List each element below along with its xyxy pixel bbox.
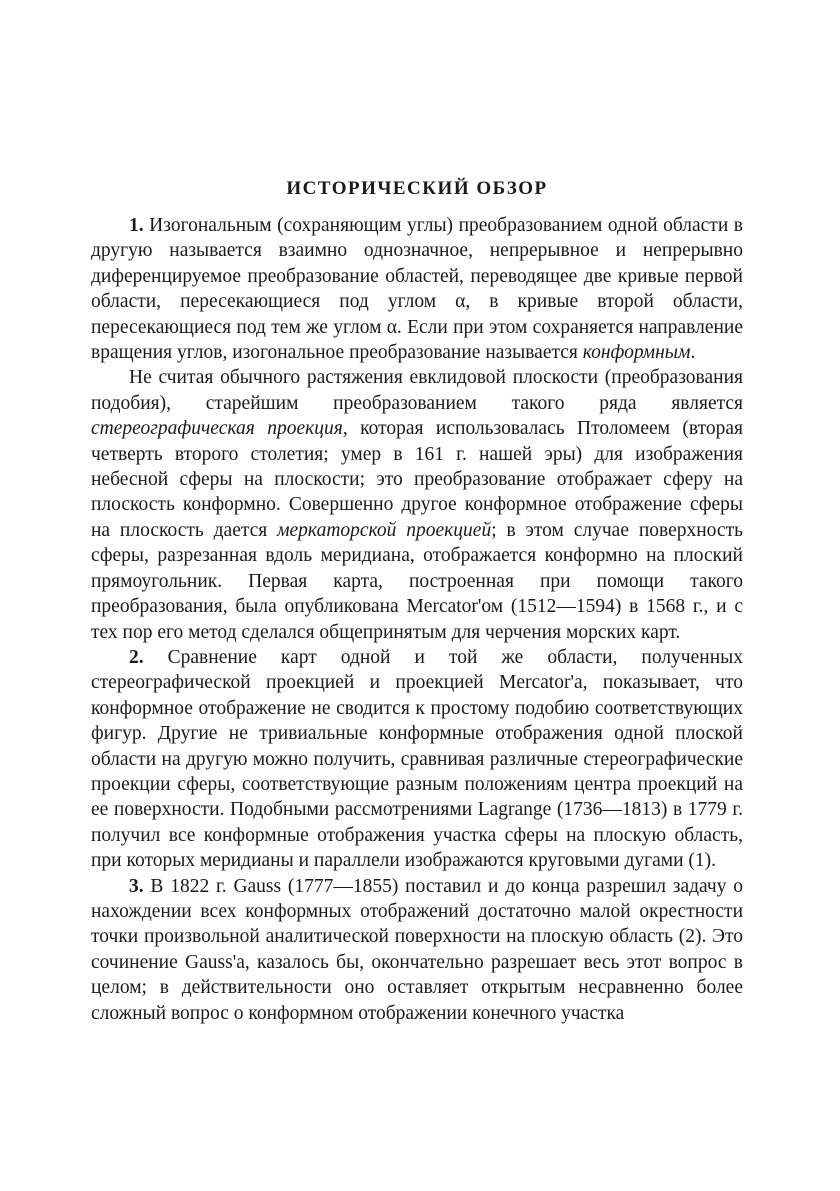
- paragraph-text: Изогональным (сохраняющим углы) преобразованием одной области в другую называется взаимно однозначное, непрерывное и непрерывно диференцируемое преобразование областей, переводящее две кривые первой области, пересекающиеся под углом α, в кривые второй области, пересекающиеся под тем же углом α. Если при этом сохраняется направление вращения углов, изогональное преобразование называется: [91, 215, 743, 364]
- paragraph-text: ; в этом случае поверхность сферы, разрезанная вдоль меридиана, отображается конформно на плоский прямоугольник. Первая карта, построенная при помощи такого преобразования, была опубликована Mercator'ом (1512—1594) в 1568 г., и с тех пор его метод сделался общепринятым для черчения морских карт.: [91, 519, 743, 643]
- paragraph-number: 3.: [129, 875, 144, 897]
- italic-term: конформным: [582, 342, 691, 364]
- paragraph-text: Сравнение карт одной и той же области, полученных стереографической проекцией и проекцией Mercator'а, показывает, что конформное отображение не сводится к простому подобию соответствующих фигур. Другие не тривиальные конформные отображения одной плоской области на другую можно получить, сравнивая различные стереографические проекции сферы, соответствующие разным положениям центра проекций на ее поверхности. Подобными рассмотрениями Lagrange (1736—1813) в 1779 г. получил все конформные отображения участка сферы на плоскую область, при которых меридианы и параллели изображаются круговыми дугами (1).: [91, 646, 743, 872]
- paragraph-text: , которая использовалась Птоломеем (вторая четверть второго столетия; умер в 161 г. нашей эры) для изображения небесной сферы на плоскости; это преобразование отображает сферу на плоскость конформно. Совершенно другое конформное отображение сферы на плоскость дается: [91, 418, 744, 541]
- paragraph-number: 1.: [129, 215, 144, 236]
- paragraph-number: 2.: [129, 646, 144, 668]
- paragraph-3: [91, 645, 743, 874]
- paragraph-text: В 1822 г. Gauss (1777—1855) поставил и до конца разрешил задачу о нахождении всех конформных отображений достаточно малой окрестности точки произвольной аналитической поверхности на плоскую область (2). Это сочинение Gauss'а, казалось бы, окончательно разрешает весь этот вопрос в целом; в действительности оно оставляет открытым несравненно более сложный вопрос о конформном отображении конечного участка: [91, 875, 743, 1024]
- paragraph-text: Не считая обычного растяжения евклидовой плоскости (преобразования подобия), старейшим преобразованием такого ряда является: [91, 367, 743, 414]
- italic-term: стереографическая проекция: [91, 418, 343, 440]
- paragraph-2: [91, 365, 743, 644]
- paragraph-1: [91, 213, 743, 365]
- section-heading: ИСТОРИЧЕСКИЙ ОБЗОР: [286, 178, 548, 199]
- paragraph-4: [91, 874, 743, 1026]
- italic-term: меркаторской проекцией: [277, 519, 492, 541]
- paragraph-text: .: [690, 342, 696, 364]
- page-content: [91, 176, 743, 1026]
